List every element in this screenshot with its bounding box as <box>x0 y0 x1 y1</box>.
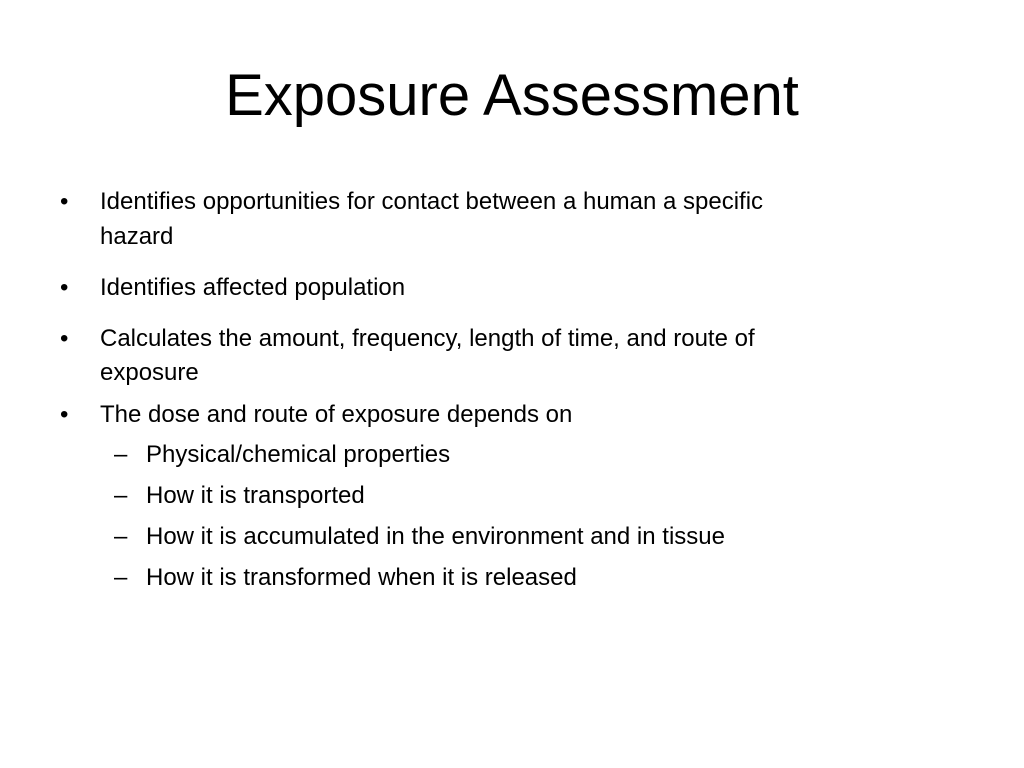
sub-bullet-text: How it is transformed when it is released <box>146 564 577 591</box>
bullet-marker: • <box>60 188 69 215</box>
sub-bullet-text: How it is transported <box>146 482 365 509</box>
bullet-text: exposure <box>100 359 199 386</box>
bullet-text: hazard <box>100 223 174 250</box>
dash-marker: – <box>114 523 128 550</box>
sub-bullet-text: Physical/chemical properties <box>146 441 451 468</box>
dash-marker: – <box>114 441 128 468</box>
bullet-text: The dose and route of exposure depends on <box>100 401 573 428</box>
bullet-text: Calculates the amount, frequency, length of time, and route of <box>100 325 755 352</box>
bullet-marker: • <box>60 274 69 301</box>
bullet-marker: • <box>60 325 69 352</box>
slide-title: Exposure Assessment <box>225 63 799 128</box>
dash-marker: – <box>114 482 128 509</box>
sub-bullet-text: How it is accumulated in the environment and in tissue <box>146 523 725 550</box>
bullet-text: Identifies opportunities for contact between a human a specific <box>100 188 764 215</box>
dash-marker: – <box>114 564 128 591</box>
bullet-marker: • <box>60 401 69 428</box>
bullet-text: Identifies affected population <box>100 274 406 301</box>
